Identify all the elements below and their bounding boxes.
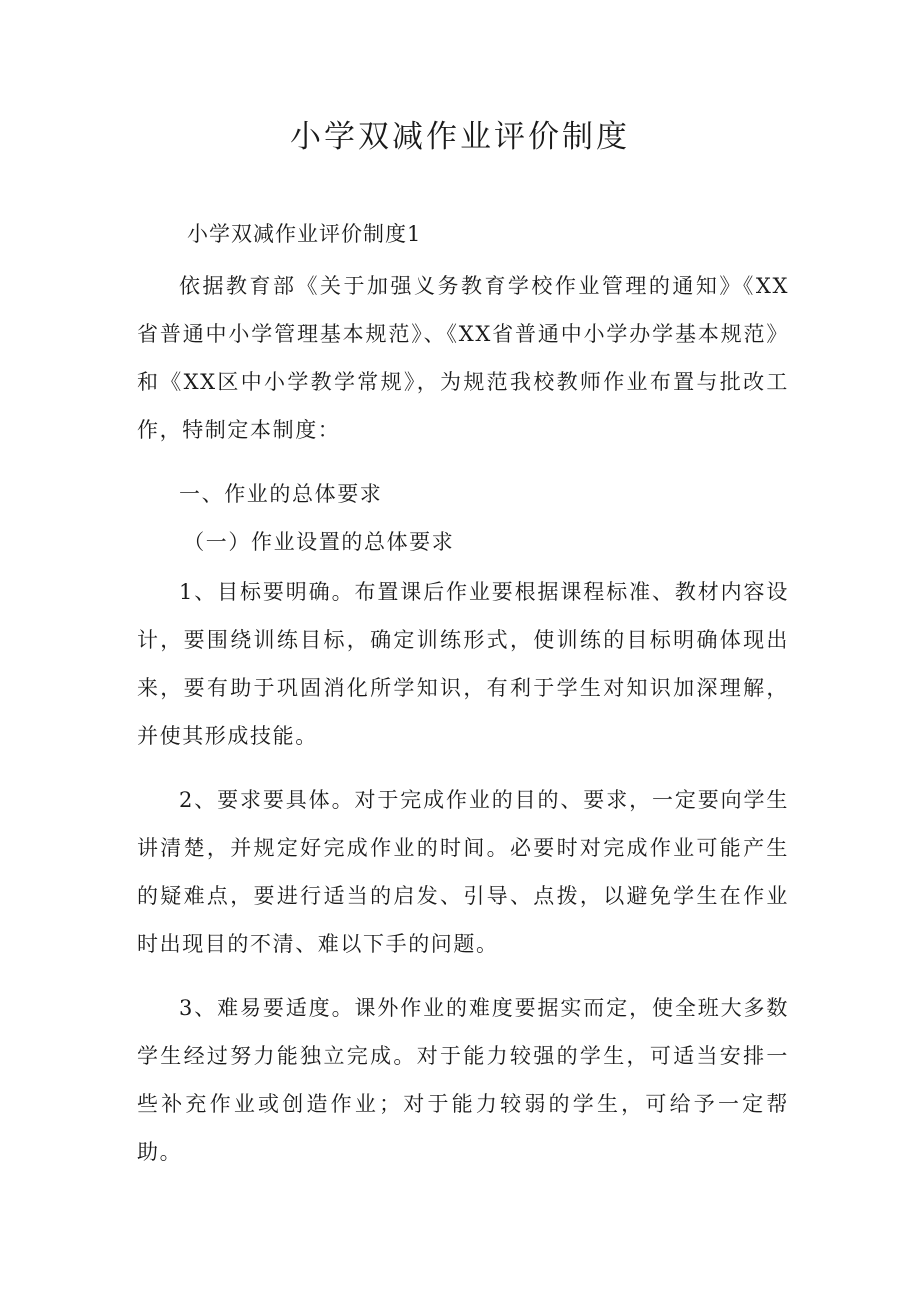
section-heading: 一、作业的总体要求 [179,482,383,506]
item-paragraph-1: 1、目标要明确。布置课后作业要根据课程标准、教材内容设计，要围绕训练目标，确定训练形式，使训练的目标明确体现出来，要有助于巩固消化所学知识，有利于学生对知识加深理解，并使其形成技能。 [137,580,789,748]
document-title: 小学双减作业评价制度 [290,119,630,155]
item-paragraph-2: 2、要求要具体。对于完成作业的目的、要求，一定要向学生讲清楚，并规定好完成作业的时间。必要时对完成作业可能产生的疑难点，要进行适当的启发、引导、点拨，以避免学生在作业时出现目的不清、难以下手的问题。 [137,788,789,956]
document-body [137,262,789,1192]
intro-paragraph: 依据教育部《关于加强义务教育学校作业管理的通知》《XX省普通中小学管理基本规范》、《XX省普通中小学办学基本规范》和《XX区中小学教学常规》，为规范我校教师作业布置与批改工作，特制定本制度： [137,274,789,442]
item-paragraph-3: 3、难易要适度。课外作业的难度要据实而定，使全班大多数学生经过努力能独立完成。对于能力较强的学生，可适当安排一些补充作业或创造作业；对于能力较弱的学生，可给予一定帮助。 [137,996,789,1164]
subsection-heading: （一）作业设置的总体要求 [183,530,455,554]
document-subtitle: 小学双减作业评价制度1 [187,222,422,246]
